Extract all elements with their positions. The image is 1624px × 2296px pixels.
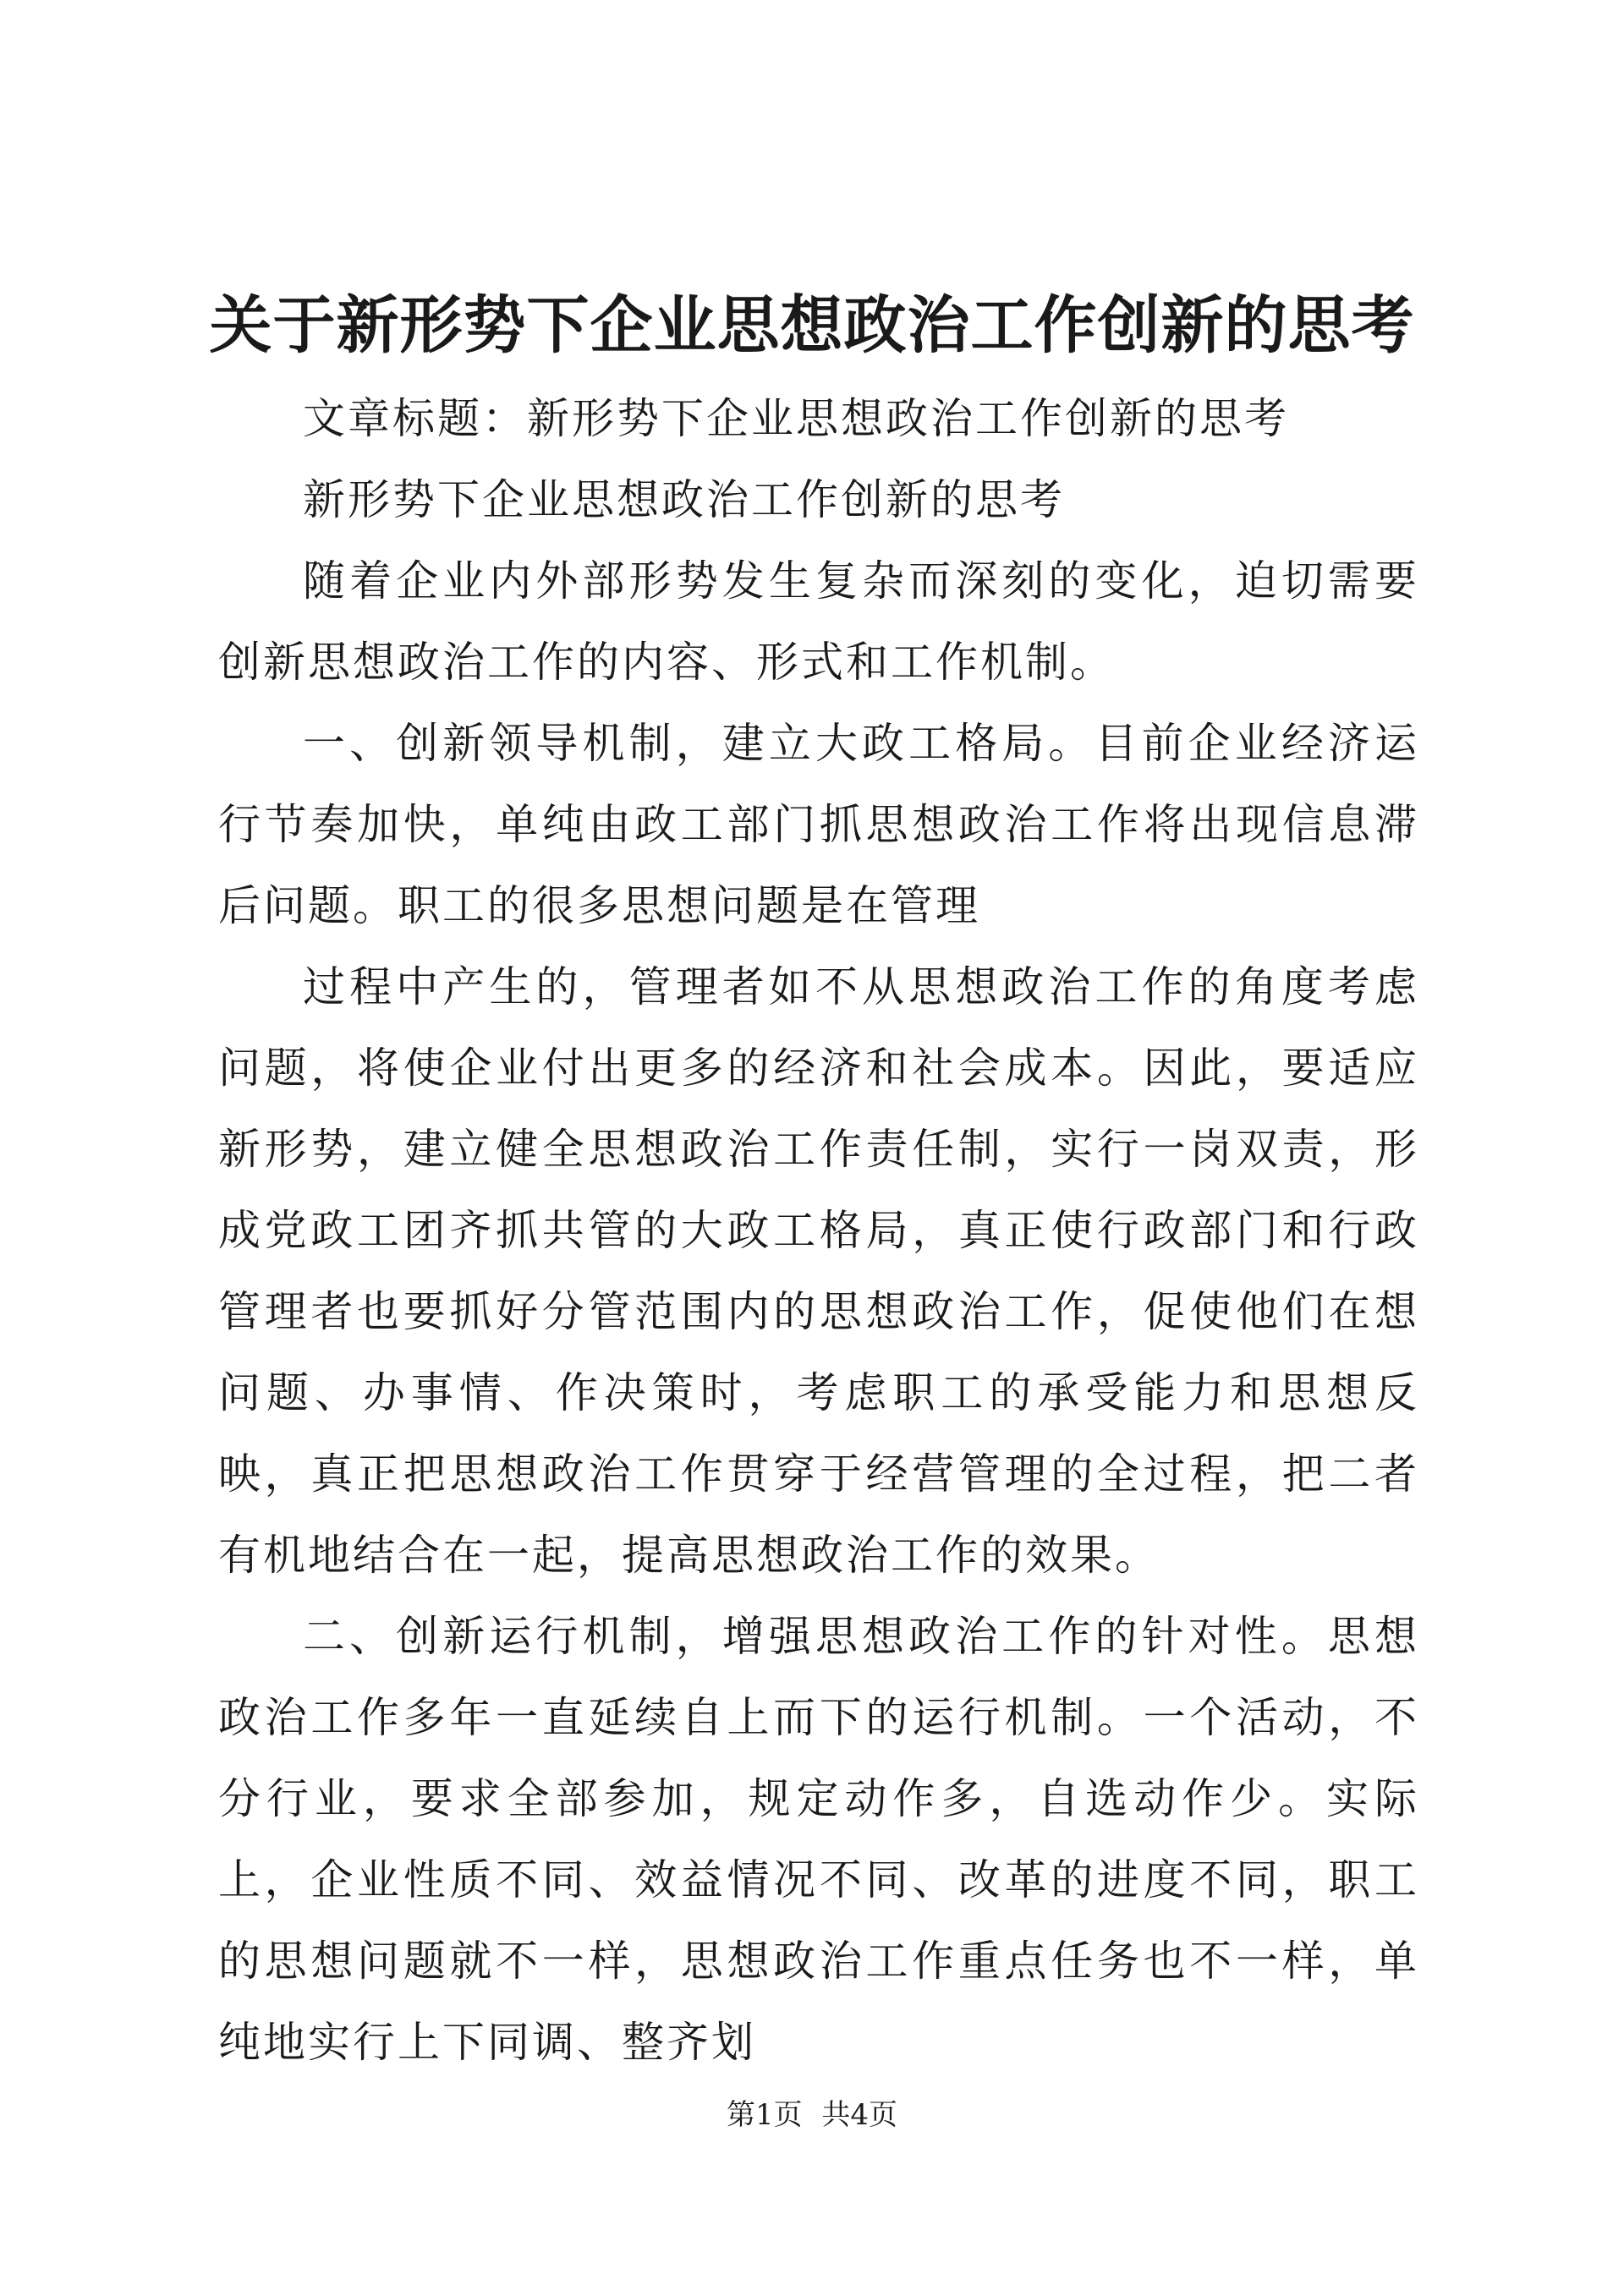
current-page-label: 第1页	[726, 2098, 803, 2132]
page-number-footer	[0, 2094, 1624, 2136]
paragraph-section-one: 一、创新领导机制，建立大政工格局。目前企业经济运行节奏加快，单纯由政工部门抓思想政治工作将出现信息滞后问题。职工的很多思想问题是在管理	[218, 719, 1419, 930]
paragraph-section-two: 二、创新运行机制，增强思想政治工作的针对性。思想政治工作多年一直延续自上而下的运行机制。一个活动，不分行业，要求全部参加，规定动作多，自选动作少。实际上，企业性质不同、效益情况不同、改革的进度不同，职工的思想问题就不一样，思想政治工作重点任务也不一样，单纯地实行上下同调、整齐划	[218, 1612, 1419, 2067]
paragraph-subtitle: 新形势下企业思想政治工作创新的思考	[303, 475, 1065, 524]
paragraph-section-one-continued: 过程中产生的，管理者如不从思想政治工作的角度考虑问题，将使企业付出更多的经济和社会成本。因此，要适应新形势，建立健全思想政治工作责任制，实行一岗双责，形成党政工团齐抓共管的大政工格局，真正使行政部门和行政管理者也要抓好分管范围内的思想政治工作，促使他们在想问题、办事情、作决策时，考虑职工的承受能力和思想反映，真正把思想政治工作贯穿于经营管理的全过程，把二者有机地结合在一起，提高思想政治工作的效果。	[218, 962, 1419, 1580]
document-body	[218, 378, 1419, 2083]
paragraph-article-heading: 文章标题：新形势下企业思想政治工作创新的思考	[303, 394, 1289, 443]
document-title: 关于新形势下企业思想政治工作创新的思考	[209, 289, 1415, 362]
paragraph-intro: 随着企业内外部形势发生复杂而深刻的变化，迫切需要创新思想政治工作的内容、形式和工作机制。	[218, 556, 1419, 687]
total-pages-label: 共4页	[821, 2098, 898, 2132]
